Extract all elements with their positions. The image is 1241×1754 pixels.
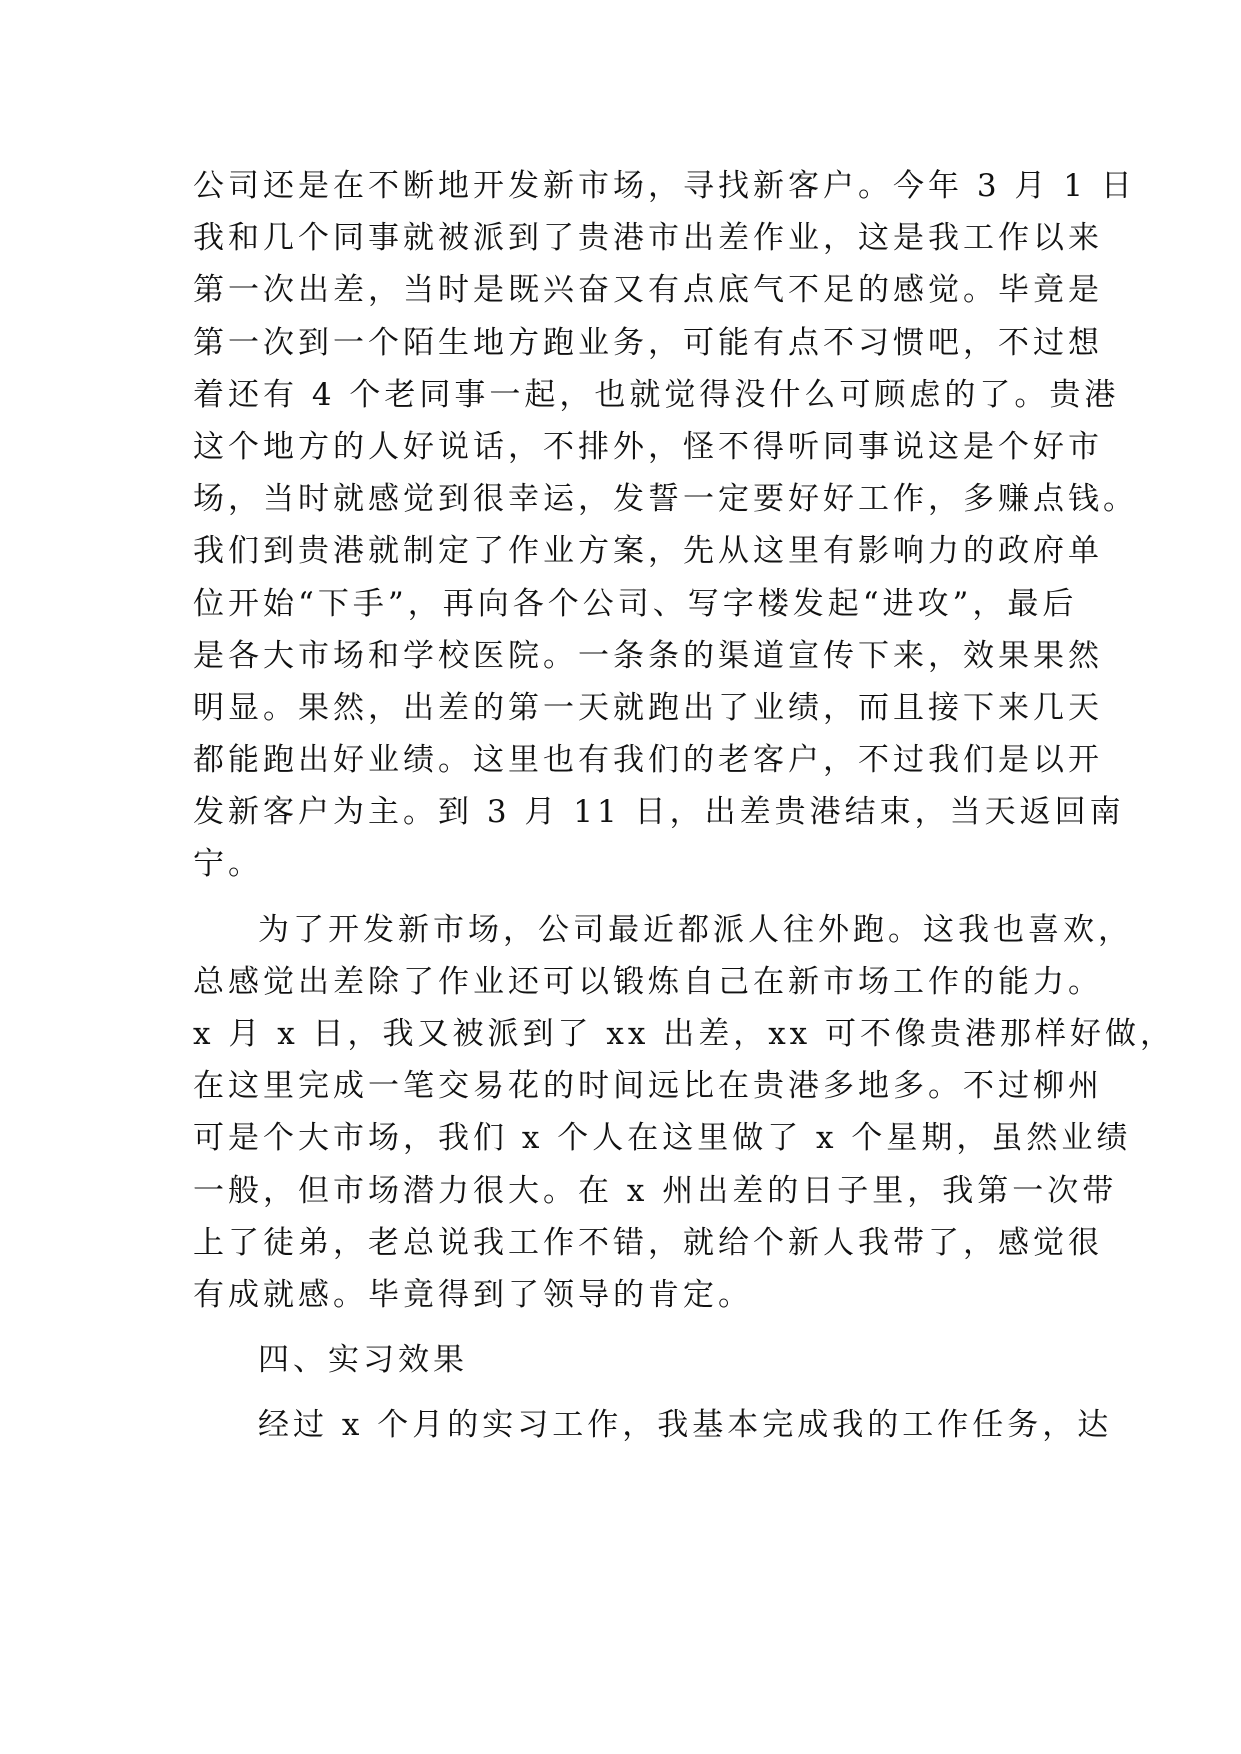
heading-text: 四、实习效果 <box>258 1342 468 1379</box>
text-line: 明显。果然，出差的第一天就跑出了业绩，而且接下来几天 <box>193 689 1103 726</box>
text-line: 都能跑出好业绩。这里也有我们的老客户，不过我们是以开 <box>193 742 1103 779</box>
text-line: 公司还是在不断地开发新市场，寻找新客户。今年 3 月 1 日 <box>193 168 1136 204</box>
text-line: 可是个大市场，我们 x 个人在这里做了 x 个星期，虽然业绩 <box>193 1120 1132 1157</box>
text-line: 发新客户为主。到 3 月 11 日，出差贵港结束，当天返回南 <box>193 794 1125 831</box>
text-line: x 月 x 日，我又被派到了 xx 出差，xx 可不像贵港那样好做， <box>193 1016 1176 1052</box>
text-line: 宁。 <box>193 846 263 883</box>
body-text <box>193 160 1176 1452</box>
text-line: 第一次到一个陌生地方跑业务，可能有点不习惯吧，不过想 <box>193 324 1103 361</box>
text-line: 在这里完成一笔交易花的时间远比在贵港多地多。不过柳州 <box>193 1068 1103 1105</box>
text-line: 我们到贵港就制定了作业方案，先从这里有影响力的政府单 <box>193 533 1103 570</box>
text-line: 是各大市场和学校医院。一条条的渠道宣传下来，效果果然 <box>193 637 1103 674</box>
text-line: 这个地方的人好说话，不排外，怪不得听同事说这是个好市 <box>193 428 1103 465</box>
paragraph <box>193 1399 1113 1451</box>
text-line: 为了开发新市场，公司最近都派人往外跑。这我也喜欢， <box>258 911 1133 948</box>
text-line: 有成就感。毕竟得到了领导的肯定。 <box>193 1276 753 1313</box>
text-line: 经过 x 个月的实习工作，我基本完成我的工作任务，达 <box>258 1407 1113 1444</box>
text-line: 一般，但市场潜力很大。在 x 州出差的日子里，我第一次带 <box>193 1172 1118 1209</box>
text-line: 上了徒弟，老总说我工作不错，就给个新人我带了，感觉很 <box>193 1224 1103 1261</box>
paragraph <box>193 904 1176 1322</box>
section-heading <box>193 1334 1063 1386</box>
text-line: 我和几个同事就被派到了贵港市出差作业，这是我工作以来 <box>193 220 1103 257</box>
text-line: 场，当时就感觉到很幸运，发誓一定要好好工作，多赚点钱。 <box>193 481 1138 518</box>
paragraph <box>193 160 1138 891</box>
text-line: 着还有 4 个老同事一起，也就觉得没什么可顾虑的了。贵港 <box>193 376 1120 413</box>
text-line: 位开始“下手”，再向各个公司、写字楼发起“进攻”，最后 <box>193 585 1078 622</box>
text-line: 总感觉出差除了作业还可以锻炼自己在新市场工作的能力。 <box>193 963 1103 1000</box>
text-line: 第一次出差，当时是既兴奋又有点底气不足的感觉。毕竟是 <box>193 272 1103 309</box>
